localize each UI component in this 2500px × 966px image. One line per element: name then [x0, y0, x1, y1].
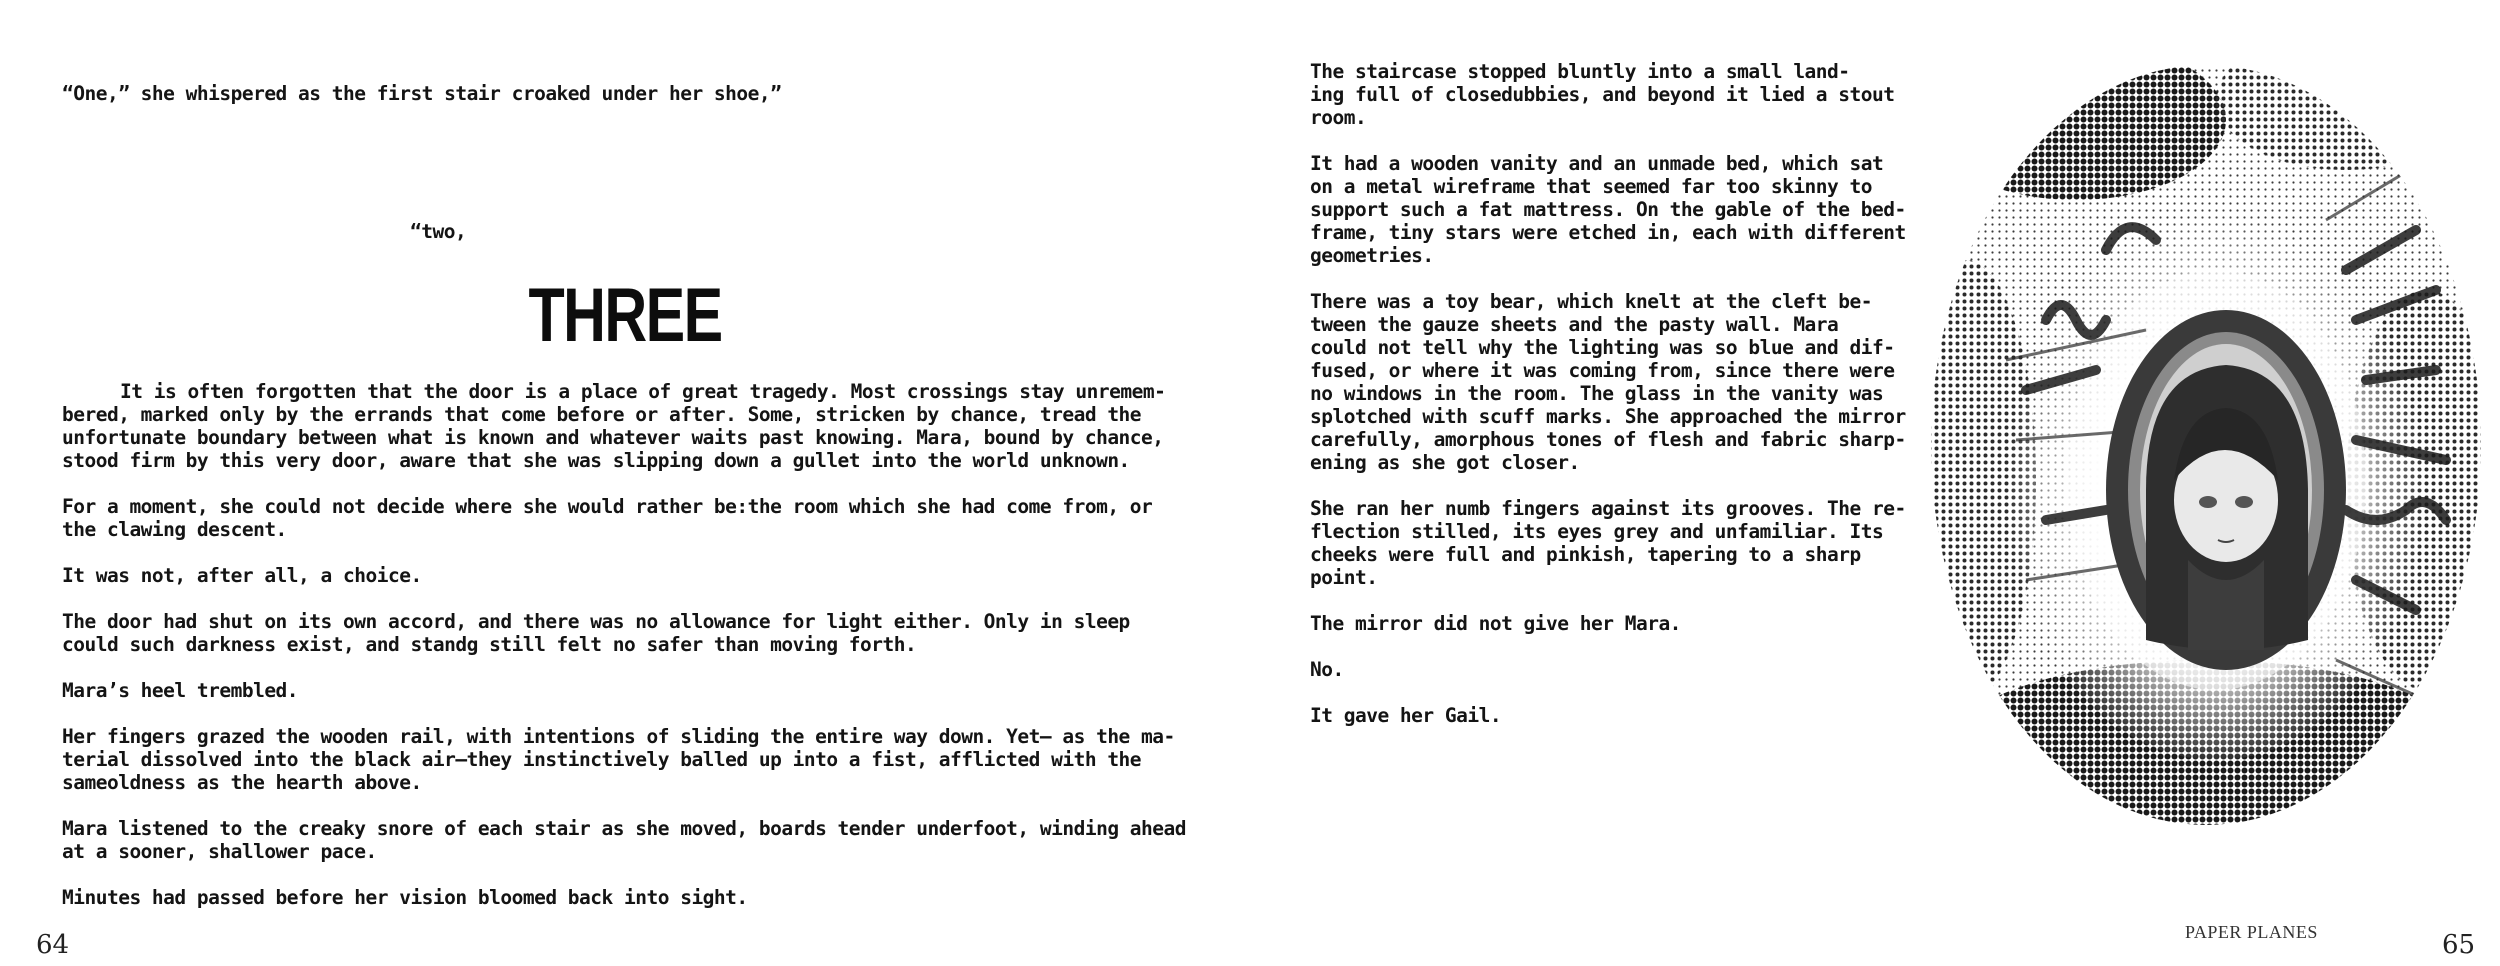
right-paragraph-2: It had a wooden vanity and an unmade bed, which sat on a metal wireframe that seemed far too skinny to support such a fat mattress. On the gable of the bed- frame, tiny stars were etched in, each with different geometries.	[1310, 152, 1906, 267]
left-paragraph-4: The door had shut on its own accord, and there was no allowance for light either. Only in sleep could such darkness exist, and standg still felt no safer than moving forth.	[62, 610, 1130, 656]
second-count-line: “two,	[410, 220, 467, 243]
opening-line: “One,” she whispered as the first stair croaked under her shoe,”	[62, 82, 782, 105]
left-paragraph-2: For a moment, she could not decide where she would rather be:the room which she had come from, or the clawing descent.	[62, 495, 1153, 541]
page-number-left: 64	[36, 930, 70, 960]
left-paragraph-6: Her fingers grazed the wooden rail, with intentions of sliding the entire way down. Yet— as the ma- terial dissolved into the black air—they instinctively balled up into a fist, afflicted with the sameoldness as the hearth above.	[62, 725, 1175, 794]
left-body-text	[62, 380, 1202, 932]
right-paragraph-1: The staircase stopped bluntly into a small land- ing full of closedubbies, and beyond it lied a stout room.	[1310, 60, 1895, 129]
right-paragraph-3: There was a toy bear, which knelt at the cleft be- tween the gauze sheets and the pasty wall. Mara could not tell why the lighting was so blue and dif- fused, or where it was coming from, since there were no windows in the room. The glass in the vanity was splotched with scuff marks. She approached the mirror carefully, amorphous tones of flesh and fabric sharp- ening as she got closer.	[1310, 290, 1906, 474]
left-paragraph-8: Minutes had passed before her vision bloomed back into sight.	[62, 886, 748, 909]
running-footer: PAPER PLANES	[2185, 922, 2318, 942]
left-paragraph-5: Mara’s heel trembled.	[62, 679, 299, 702]
left-paragraph-3: It was not, after all, a choice.	[62, 564, 422, 587]
left-paragraph	[62, 380, 1202, 472]
right-paragraph-7: It gave her Gail.	[1310, 704, 1502, 727]
left-paragraph-1: It is often forgotten that the door is a place of great tragedy. Most crossings stay unremem- bered, marked only by the errands that come before or after. Some, stricken by chance, tread the unfortunate boundary between what is known and whatever waits past knowing. Mara, bound by chance, stood firm by this very door, aware that she was slipping down a gullet into the world unknown.	[62, 380, 1166, 472]
right-paragraph-6: No.	[1310, 658, 1344, 681]
right-paragraph-4: She ran her numb fingers against its grooves. The re- flection stilled, its eyes grey and unfamiliar. Its cheeks were full and pinkish, tapering to a sharp point.	[1310, 497, 1906, 589]
right-body-text	[1310, 60, 1910, 750]
chapter-heading: THREE	[528, 273, 722, 358]
mirror-girl-illustration-icon	[1926, 60, 2486, 830]
right-paragraph-5: The mirror did not give her Mara.	[1310, 612, 1681, 635]
page-number-right: 65	[2442, 930, 2476, 960]
right-page	[1250, 0, 2500, 966]
left-paragraph-7: Mara listened to the creaky snore of each stair as she moved, boards tender underfoot, winding ahead at a sooner, shallower pace.	[62, 817, 1186, 863]
